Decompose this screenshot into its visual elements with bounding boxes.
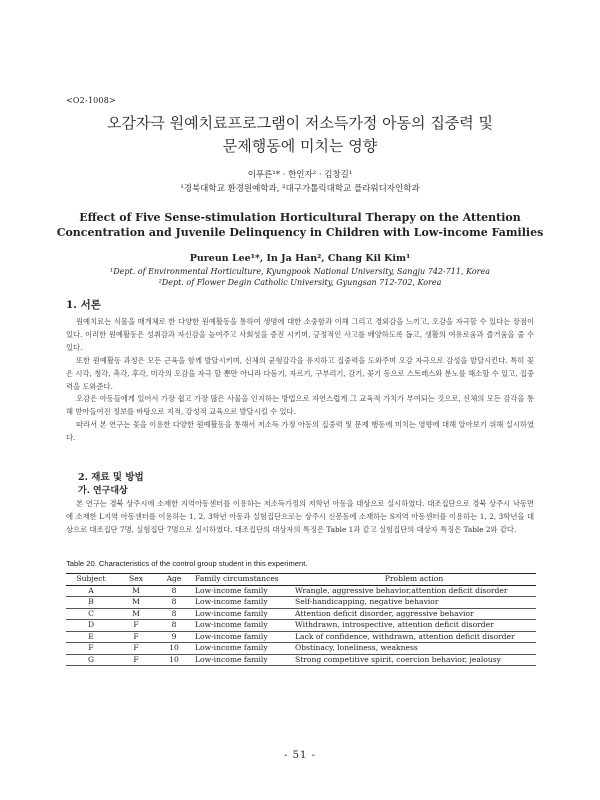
cell-sex: M (116, 608, 156, 620)
table-header-row (66, 574, 536, 586)
table-caption: Table 20. Characteristics of the control group student in this experiment. (66, 559, 308, 568)
cell-subject: B (66, 597, 116, 609)
korean-authors-block (40, 168, 560, 196)
english-title-line1: Effect of Five Sense-stimulation Horticultural Therapy on the Attention (79, 211, 521, 224)
english-authors: Pureun Lee¹*, In Ja Han², Chang Kil Kim¹ (189, 253, 411, 264)
cell-subject: A (66, 585, 116, 597)
header-family: Family circumstances (192, 574, 292, 586)
cell-problem: Withdrawn, introspective, attention deficit disorder (292, 620, 536, 632)
cell-subject: D (66, 620, 116, 632)
cell-age: 8 (156, 597, 192, 609)
table-row (66, 608, 536, 620)
cell-age: 8 (156, 608, 192, 620)
table-row (66, 631, 536, 643)
cell-subject: F (66, 643, 116, 655)
header-problem: Problem action (292, 574, 536, 586)
header-age: Age (156, 574, 192, 586)
cell-sex: M (116, 597, 156, 609)
section1-paragraph: 원예치료는 식물을 매개체로 한 다양한 원예활동을 통하여 생명에 대한 소중함과 이해 그리고 경외감을 느끼고, 오감을 자극할 수 있다는 장점이 있다. 이러한 원예활동은 성취감과 자신감을 높여주고 사회성을 증진 시키며, 긍정적인 사고를 배양하도록 돕고, 생활의 여유로움과 즐거움을 줄 수 있다. (66, 317, 534, 352)
cell-sex: F (116, 631, 156, 643)
english-affiliation-2: ²Dept. of Flower Degin Catholic University, Gyungsan 712-702, Korea (158, 278, 442, 287)
cell-problem: Attention deficit disorder, aggressive behavior (292, 608, 536, 620)
cell-subject: C (66, 608, 116, 620)
cell-sex: F (116, 620, 156, 632)
section1-paragraph: 오감은 아동들에게 있어서 가장 쉽고 가장 많은 사물을 인지하는 방법으로 자연스럽게 그 교육적 가치가 부여되는 것으로, 신체의 모든 감각을 통해 받아들여진 정보를 바탕으로 지적, 감성적 교육으로 발달시킬 수 있다. (66, 394, 534, 417)
table-row (66, 597, 536, 609)
cell-family: Low-income family (192, 654, 292, 666)
table-row (66, 643, 536, 655)
table-row (66, 654, 536, 666)
korean-title-line2: 문제행동에 미치는 영향 (222, 137, 378, 155)
section2-subheading: 가. 연구대상 (78, 486, 128, 496)
cell-age: 10 (156, 654, 192, 666)
cell-family: Low-income family (192, 608, 292, 620)
cell-age: 8 (156, 620, 192, 632)
cell-subject: G (66, 654, 116, 666)
cell-problem: Obstinacy, loneliness, weakness (292, 643, 536, 655)
table-row (66, 585, 536, 597)
cell-age: 8 (156, 585, 192, 597)
section1-paragraph: 또한 원예활동 과정은 모든 근육을 함께 발달시키며, 신체의 균형감각을 유지하고 집중력을 도와주며 오감 자극으로 감성을 발달시킨다. 특히 꽃은 시각, 청각, 촉각, 후각, 미각의 오감을 자극 할 뿐만 아니라 다듬기, 자르기, 구부리기, 감기, 꽂기 등으로 스트레스와 분노를 해소할 수 있고, 집중력을 도와준다. (66, 355, 534, 391)
header-sex: Sex (116, 574, 156, 586)
section2-heading: 2. 재료 및 방법 (78, 472, 144, 483)
abstract-code: <O2-1008> (66, 96, 116, 105)
korean-title (40, 112, 560, 158)
korean-affiliations: ¹경북대학교 환경원예학과, ²대구가톨릭대학교 플라워디자인학과 (180, 184, 420, 194)
english-title-line2: Concentration and Juvenile Delinquency in Children with Low-income Families (56, 226, 544, 239)
korean-authors: 이푸른¹* · 한인자² · 김창길¹ (247, 170, 353, 180)
table-row (66, 620, 536, 632)
cell-sex: F (116, 654, 156, 666)
section1-paragraph: 따라서 본 연구는 꽃을 이용한 다양한 원예활동을 통해서 저소득 가정 아동의 집중력 및 문제 행동에 미치는 영향에 대해 알아보기 위해 실시하였다. (66, 420, 534, 443)
cell-family: Low-income family (192, 643, 292, 655)
page-number: - 51 - (284, 750, 316, 761)
section2-paragraph: 본 연구는 경북 상주시에 소재한 지역아동센터를 이용하는 저소득가정의 저학년 아동을 대상으로 실시하였다. 대조집단으로 경북 상주시 낙동면에 소재한 L지역 아동센터를 이용하는 1, 2, 3학년 아동과 실험집단으로는 상주시 신봉동에 소재하는 S지역 아동센터를 이용하는 1, 2, 3학년을 대상으로 대조집단 7명, 실험집단 7명으로 실시하였다. 대조집단의 대상자의 특징은 Table 1과 같고 실험집단의 대상자 특징은 Table 2와 같다. (66, 499, 534, 534)
cell-problem: Self-handicapping, negative behavior (292, 597, 536, 609)
korean-title-line1: 오감자극 원예치료프로그램이 저소득가정 아동의 집중력 및 (106, 114, 494, 132)
cell-family: Low-income family (192, 585, 292, 597)
section2-body (66, 498, 534, 537)
cell-subject: E (66, 631, 116, 643)
section1-heading: 1. 서론 (66, 299, 101, 311)
cell-age: 9 (156, 631, 192, 643)
cell-problem: Lack of confidence, withdrawn, attention deficit disorder (292, 631, 536, 643)
cell-sex: M (116, 585, 156, 597)
cell-problem: Wrangle, aggressive behavior,attention deficit disorder (292, 585, 536, 597)
cell-sex: F (116, 643, 156, 655)
characteristics-table (66, 573, 536, 666)
section1-body (66, 316, 534, 445)
cell-age: 10 (156, 643, 192, 655)
header-subject: Subject (66, 574, 116, 586)
cell-family: Low-income family (192, 631, 292, 643)
english-title (40, 210, 560, 240)
english-affiliation-1: ¹Dept. of Environmental Horticulture, Kyungpook National University, Sangju 742-711, Korea (110, 267, 490, 276)
cell-problem: Strong competitive spirit, coercion behavior, jealousy (292, 654, 536, 666)
english-affiliations (40, 266, 560, 288)
cell-family: Low-income family (192, 597, 292, 609)
cell-family: Low-income family (192, 620, 292, 632)
